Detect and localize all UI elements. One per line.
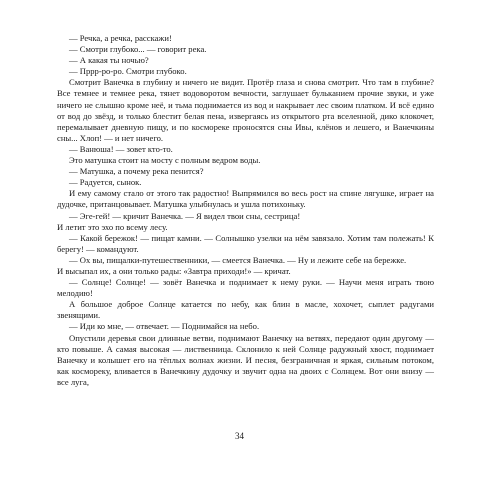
paragraph: Это матушка стоит на мосту с полным ведром воды.	[69, 155, 261, 166]
paragraph: — Радуется, сынок.	[69, 177, 142, 188]
paragraph: — Смотри глубоко... — говорит река.	[69, 44, 207, 55]
paragraph: Смотрит Ванечка в глубину и ничего не видит. Протёр глаза и снова смотрит. Что там в глубине? Все темнее и темнее река, тянет водоворотом вечности, заглушает бульканием прочие звуки, и уже ничего не слышно кроме неё, и тьма поднимается из вод и накрывает лес своим платком. И всё едино от вод до звёзд, и только блестит белая пена, извергаясь из открытого рта вселенной, дико клокочет, перемалывает дневную пищу, и по космореке проносятся сны Ивы, клёнов и лешего, и Ванечкины сны... Хлоп! — и нет ничего.	[57, 77, 434, 143]
paragraph: — Матушка, а почему река пенится?	[69, 166, 204, 177]
paragraph: — Пррр-ро-ро. Смотри глубоко.	[69, 66, 187, 77]
paragraph: И высыпал их, а они только рады: «Завтра приходи!» — кричат.	[57, 265, 291, 276]
paragraph: — Ох вы, пищалки-путешественники, — смеется Ванечка. — Ну и лежите себе на бережке.	[69, 254, 407, 265]
paragraph: Опустили деревья свои длинные ветви, поднимают Ванечку на ветвях, передают один другому — кто повыше. А самая высокая — лиственница. Склонило к ней Солнце радужный хвост, поднимает Ванечку и колышет его на тёплых волнах жизни. И песня, безграничная и яркая, сильным потоком, как космореку, вливается в Ванечкину дудочку и звучит одна на двоих с Солнцем. Вот они внизу — все луга,	[57, 332, 434, 387]
paragraph: А большое доброе Солнце катается по небу, как блин в масле, хохочет, сыплет радугами звенящими.	[57, 299, 434, 321]
paragraph: — Речка, а речка, расскажи!	[69, 33, 172, 43]
paragraph: — Ванюша! — зовет кто-то.	[69, 143, 173, 154]
page-number: 34	[235, 431, 244, 441]
paragraph: — Какой бережок! — пищат камни. — Солнышко узелки на нём завязало. Хотим там полежать! К берегу! — командуют.	[57, 232, 434, 254]
paragraph: — Солнце! Солнце! — зовёт Ванечка и поднимает к нему руки. — Научи меня играть твою мелодию!	[57, 277, 434, 299]
paragraph: И летит это эхо по всему лесу.	[57, 221, 168, 232]
paragraph: — Эге-гей! — кричит Ванечка. — Я видел твои сны, сестрица!	[69, 210, 301, 221]
paragraph: — Иди ко мне, — отвечает. — Поднимайся на небо.	[69, 321, 260, 332]
paragraph: И ему самому стало от этого так радостно! Выпрямился во весь рост на спине лягушке, играет на дудочке, пританцовывает. Матушка улыбнулась и ушла потихоньку.	[57, 188, 434, 210]
paragraph: — А какая ты ночью?	[69, 55, 149, 66]
body-text	[57, 33, 434, 388]
